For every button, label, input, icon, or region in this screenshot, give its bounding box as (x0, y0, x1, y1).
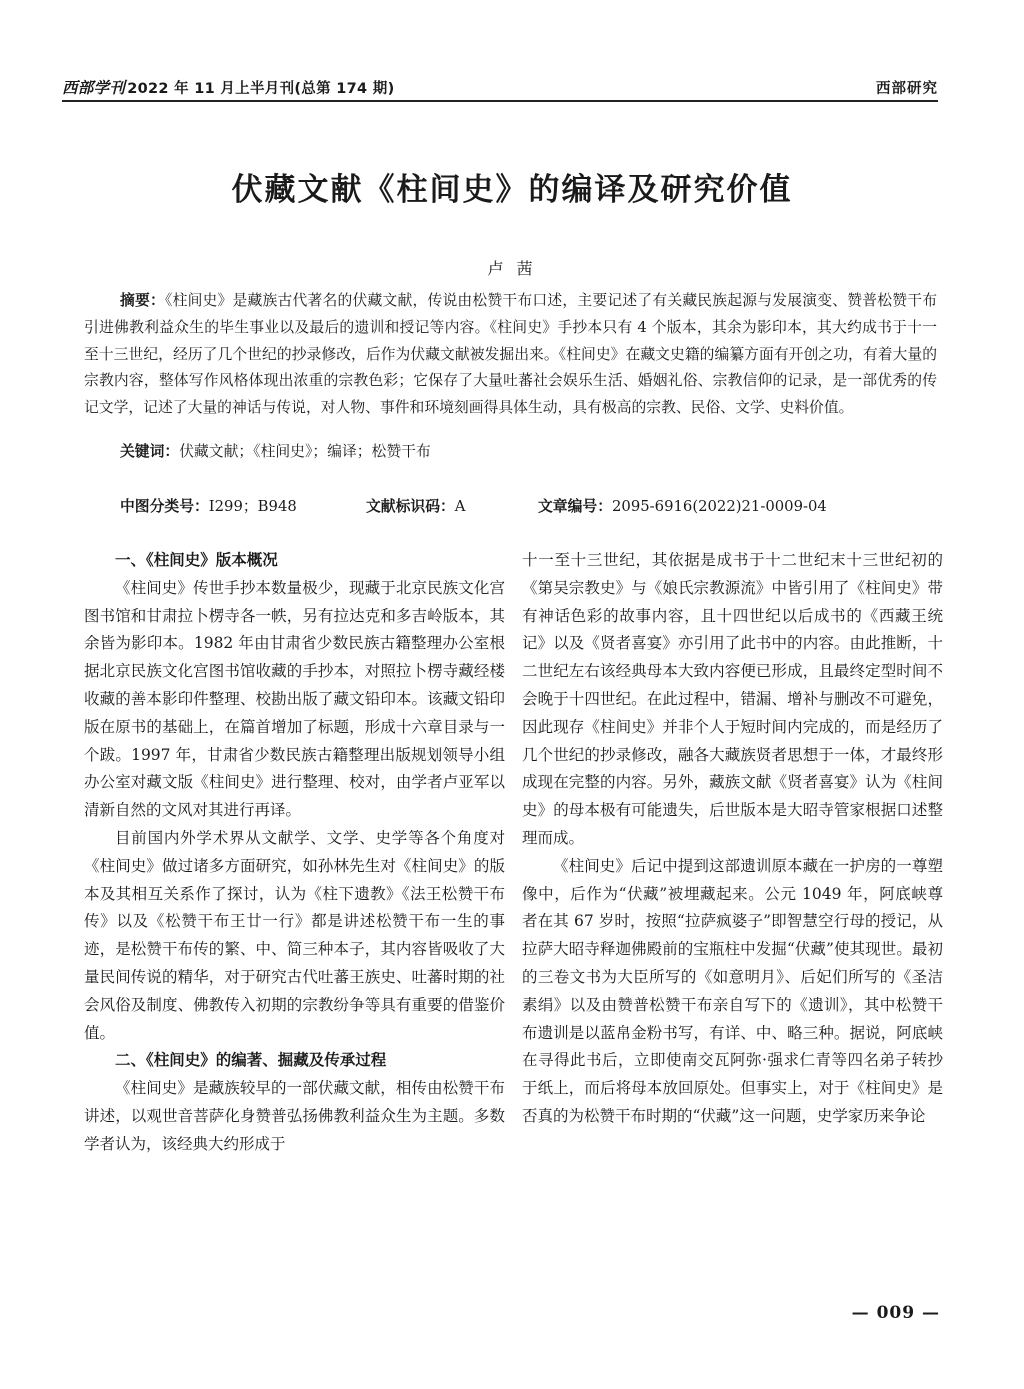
clc-value: I299；B948 (208, 498, 297, 515)
journal-issue-info (62, 76, 395, 98)
section-heading-2: 二、《柱间史》的编著、掘藏及传承过程 (115, 1051, 387, 1070)
page-number: — 009 — (851, 1303, 940, 1323)
header-rule (62, 100, 938, 102)
doc-code-label: 文献标识码： (366, 498, 455, 515)
section-heading-1: 一、《柱间史》版本概况 (115, 551, 278, 569)
abstract (84, 288, 937, 422)
article-no-label: 文章编号： (538, 498, 612, 515)
article-title: 伏藏文献《柱间史》的编译及研究价值 (231, 172, 793, 208)
doc-code-field (366, 495, 465, 516)
clc-field (120, 495, 297, 516)
classification-line (120, 495, 940, 521)
journal-logo: 西部学刊 (62, 78, 126, 97)
article-no-field (538, 495, 827, 516)
paragraph: 《柱间史》传世手抄本数量极少，现藏于北京民族文化宫图书馆和甘肃拉卜楞寺各一帙，另有拉达克和多吉岭版本，其余皆为影印本。1982 年由甘肃省少数民族古籍整理办公室根据北京民族文化宫图书馆收藏的手抄本，对照拉卜楞寺藏经楼收藏的善本影印件整理、校勘出版了藏文铅印本。该藏文铅印版在原书的基础上，在篇首增加了标题，形成十六章目录与一个跋。1997 年，甘肃省少数民族古籍整理出版规划领导小组办公室对藏文版《柱间史》进行整理、校对，由学者卢亚军以清新自然的文风对其进行再译。 (84, 578, 505, 820)
issue-info: 2022 年 11 月上半月刊(总第 174 期) (127, 81, 395, 97)
paragraph: 《柱间史》后记中提到这部遗训原本藏在一护房的一尊塑像中，后作为“伏藏”被埋藏起来。公元 1049 年，阿底峡尊者在其 67 岁时，按照“拉萨疯婆子”即智慧空行母的授记，从拉萨大昭寺释迦佛殿前的宝瓶柱中发掘“伏藏”使其现世。最初的三卷文书为大臣所写的《如意明月》、后妃们所写的《圣洁素绢》以及由赞普松赞干布亲自写下的《遗训》，其中松赞干布遗训是以蓝帛金粉书写，有详、中、略三种。据说，阿底峡在寻得此书后，立即使南交瓦阿弥·强求仁青等四名弟子转抄于纸上，而后将母本放回原处。但事实上，对于《柱间史》是否真的为松赞干布时期的“伏藏”这一问题，史学家历来争论 (522, 856, 943, 1125)
running-header (62, 72, 938, 98)
doc-code-value: A (454, 498, 466, 515)
body-column-right (522, 547, 943, 1131)
abstract-text: 《柱间史》是藏族古代著名的伏藏文献，传说由松赞干布口述，主要记述了有关藏民族起源与发展演变、赞普松赞干布引进佛教利益众生的毕生事业以及最后的遗训和授记等内容。《柱间史》手抄本只有 4 个版本，其余为影印本，其大约成书于十一至十三世纪，经历了几个世纪的抄录修改，后作为伏藏文献被发掘出来。《柱间史》在藏文史籍的编纂方面有开创之功，有着大量的宗教内容，整体写作风格体现出浓重的宗教色彩；它保存了大量吐蕃社会娱乐生活、婚姻礼俗、宗教信仰的记录，是一部优秀的传记文学，记述了大量的神话与传说，对人物、事件和环境刻画得具体生动，具有极高的宗教、民俗、文学、史料价值。 (84, 292, 937, 417)
keywords-text: 伏藏文献；《柱间史》；编译；松赞干布 (179, 443, 431, 460)
keywords-label: 关键词： (120, 443, 180, 460)
keywords (120, 439, 940, 465)
article-author: 卢 茜 (487, 259, 537, 278)
paragraph: 《柱间史》是藏族较早的一部伏藏文献，相传由松赞干布讲述，以观世音菩萨化身赞普弘扬佛教利益众生为主题。多数学者认为，该经典大约形成于 (84, 1079, 505, 1153)
paragraph: 目前国内外学术界从文献学、文学、史学等各个角度对《柱间史》做过诸多方面研究，如孙林先生对《柱间史》的版本及其相互关系作了探讨，认为《柱下遗教》《法王松赞干布传》以及《松赞干布王廿一行》都是讲述松赞干布一生的事迹，是松赞干布传的繁、中、简三种本子，其内容皆吸收了大量民间传说的精华，对于研究古代吐蕃王族史、吐蕃时期的社会风俗及制度、佛教传入初期的宗教纷争等具有重要的借鉴价值。 (84, 828, 505, 1042)
body-column-left (84, 547, 505, 1159)
clc-label: 中图分类号： (120, 498, 209, 515)
paragraph: 十一至十三世纪，其依据是成书于十二世纪末十三世纪初的《第吴宗教史》与《娘氏宗教源流》中皆引用了《柱间史》带有神话色彩的故事内容，且十四世纪以后成书的《西藏王统记》以及《贤者喜宴》亦引用了此书中的内容。由此推断，十二世纪左右该经典母本大致内容便已形成，且最终定型时间不会晚于十四世纪。在此过程中，错漏、增补与删改不可避免，因此现存《柱间史》并非个人于短时间内完成的，而是经历了几个世纪的抄录修改，融各大藏族贤者思想于一体，才最终形成现在完整的内容。另外，藏族文献《贤者喜宴》认为《柱间史》的母本极有可能遗失，后世版本是大昭寺管家根据口述整理而成。 (522, 551, 943, 847)
section-name: 西部研究 (876, 81, 938, 97)
article-no-value: 2095-6916(2022)21-0009-04 (612, 498, 827, 515)
abstract-label: 摘要： (120, 292, 165, 309)
